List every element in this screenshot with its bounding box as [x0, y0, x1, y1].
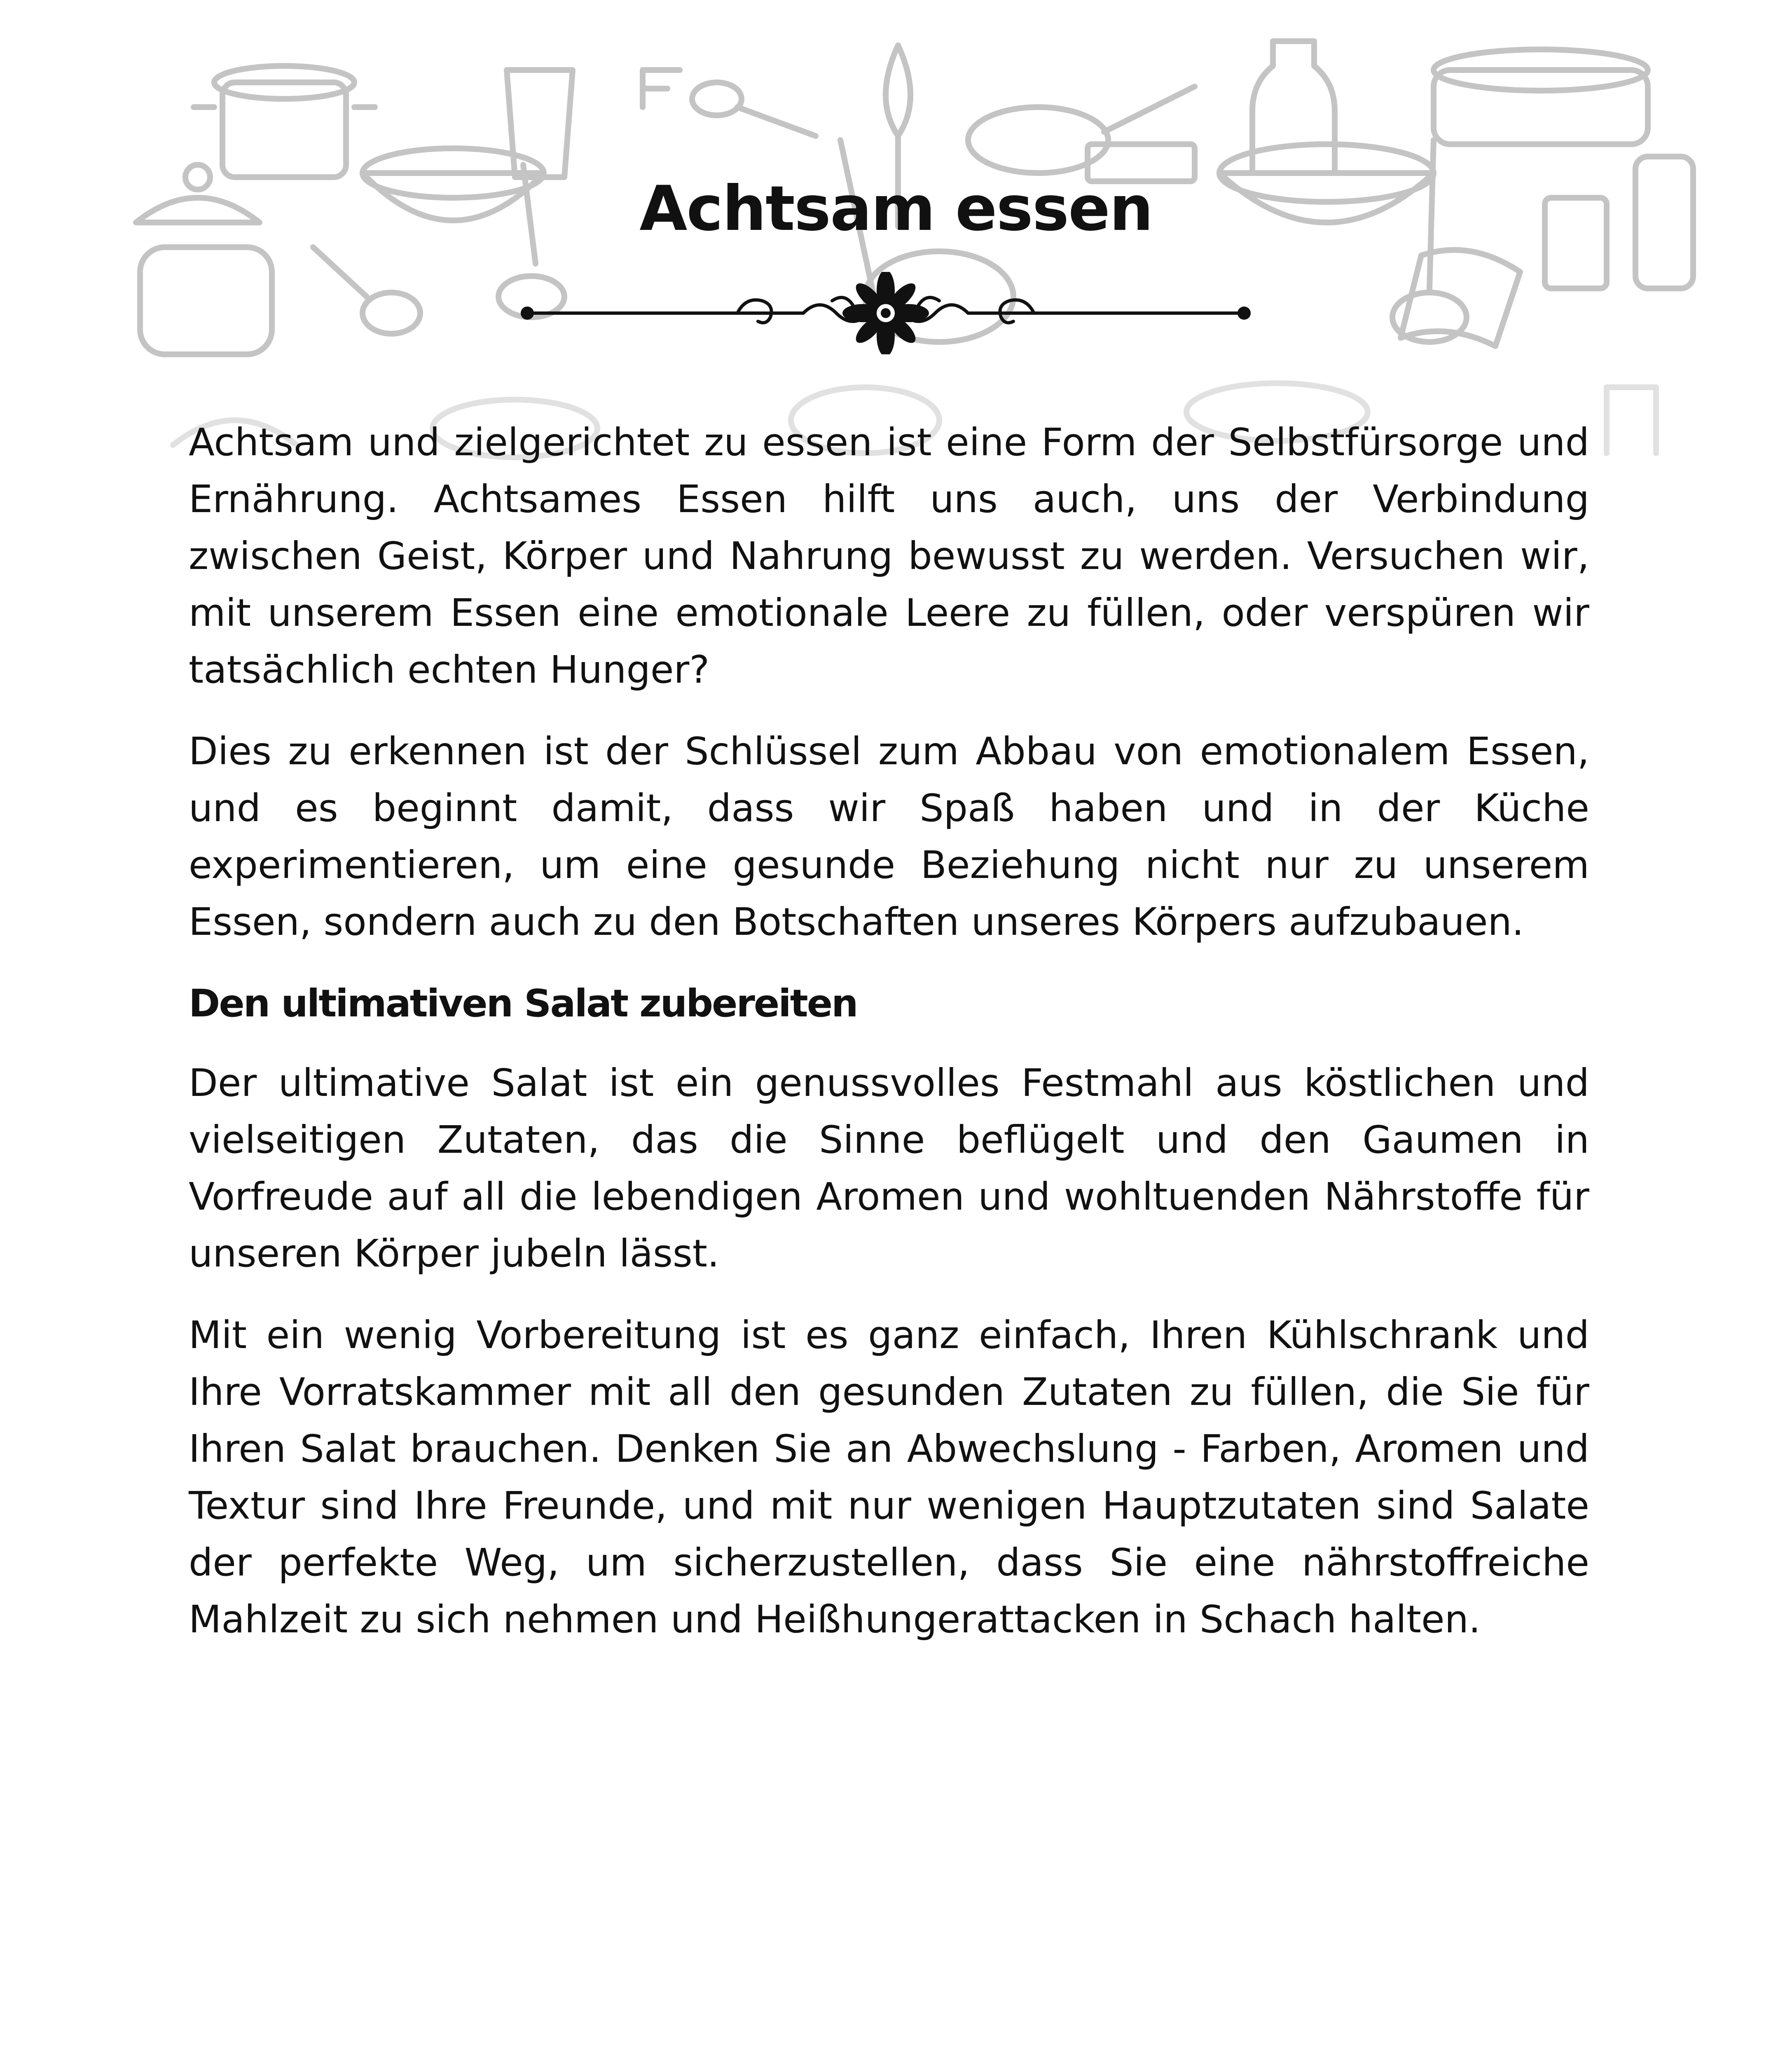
body-paragraph: Der ultimative Salat ist ein genussvolles Festmahl aus köstlichen und vielseitigen Zutaten, das die Sinne beflügelt und den Gaumen in Vorfreude auf all die lebendigen Aromen und wohltuenden Nährstoffe für unseren Körper jubeln lässt.: [189, 1061, 1589, 1276]
section-heading: Den ultimativen Salat zubereiten: [189, 981, 857, 1025]
flower-ornament-icon: [515, 272, 1256, 354]
document-body: [189, 414, 1589, 1673]
page-title: Achtsam essen: [639, 173, 1153, 245]
body-paragraph: Mit ein wenig Vorbereitung ist es ganz einfach, Ihren Kühlschrank und Ihre Vorratskammer mit all den gesunden Zutaten zu füllen, die Sie für Ihren Salat brauchen. Denken Sie an Abwechslung - Farben, Aromen und Textur sind Ihre Freunde, und mit nur wenigen Hauptzutaten sind Salate der perfekte Weg, um sicherzustellen, dass Sie eine nährstoffreiche Mahlzeit zu sich nehmen und Heißhungerattacken in Schach halten.: [189, 1313, 1589, 1641]
body-paragraph: Achtsam und zielgerichtet zu essen ist eine Form der Selbstfürsorge und Ernährung. Achtsames Essen hilft uns auch, uns der Verbindung zwischen Geist, Körper und Nahrung bewusst zu werden. Versuchen wir, mit unserem Essen eine emotionale Leere zu füllen, oder verspüren wir tatsächlich echten Hunger?: [189, 420, 1589, 692]
body-paragraph: Dies zu erkennen ist der Schlüssel zum Abbau von emotionalem Essen, und es beginnt damit, dass wir Spaß haben und in der Küche experimentieren, um eine gesunde Beziehung nicht nur zu unserem Essen, sondern auch zu den Botschaften unseres Körpers aufzubauen.: [189, 729, 1589, 944]
title-divider: [515, 272, 1256, 354]
